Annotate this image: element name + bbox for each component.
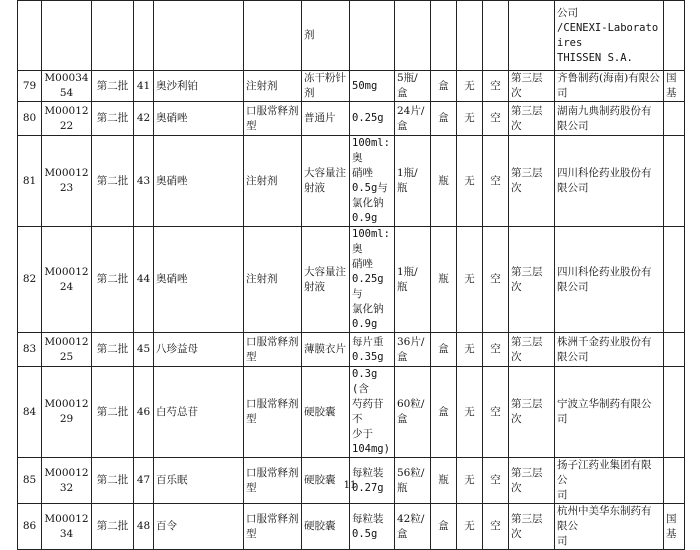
level-cell: 第三层次 xyxy=(509,458,555,504)
level-cell xyxy=(509,1,555,71)
note-cell xyxy=(664,136,685,227)
note-cell xyxy=(664,227,685,333)
drug-name-cell: 百令 xyxy=(154,504,244,550)
specification-type-cell: 硬胶囊 xyxy=(302,504,350,550)
drug-code-cell: M0001225 xyxy=(42,333,92,367)
package-cell: 60粒/ 盒 xyxy=(395,367,431,458)
column-empty-cell: 空 xyxy=(483,367,509,458)
drug-code-cell: M0001234 xyxy=(42,504,92,550)
table-row xyxy=(18,333,685,367)
dosage-form-cell: 口服常释剂 型 xyxy=(244,102,302,136)
row-number-cell xyxy=(18,1,42,71)
sequence-number-cell: 48 xyxy=(134,504,154,550)
package-cell: 56粒/ 瓶 xyxy=(395,458,431,504)
row-number-cell: 85 xyxy=(18,458,42,504)
package-cell: 24片/ 盒 xyxy=(395,102,431,136)
row-number-cell: 80 xyxy=(18,102,42,136)
column-empty-cell: 空 xyxy=(483,102,509,136)
drug-code-cell: M0001232 xyxy=(42,458,92,504)
unit-cell: 瓶 xyxy=(431,458,457,504)
drug-name-cell xyxy=(154,1,244,71)
note-cell: 国基 xyxy=(664,504,685,550)
package-cell: 1瓶/瓶 xyxy=(395,227,431,333)
column-empty-cell: 空 xyxy=(483,227,509,333)
table-row xyxy=(18,71,685,102)
package-cell: 36片/ 盒 xyxy=(395,333,431,367)
column-none-cell: 无 xyxy=(457,367,483,458)
column-none-cell xyxy=(457,1,483,71)
row-number-cell: 81 xyxy=(18,136,42,227)
company-cell: 株洲千金药业股份有限公司 xyxy=(555,333,664,367)
note-cell xyxy=(664,367,685,458)
sequence-number-cell: 42 xyxy=(134,102,154,136)
unit-cell: 瓶 xyxy=(431,136,457,227)
row-number-cell: 79 xyxy=(18,71,42,102)
column-empty-cell: 空 xyxy=(483,136,509,227)
unit-cell: 瓶 xyxy=(431,227,457,333)
specification-type-cell: 硬胶囊 xyxy=(302,458,350,504)
level-cell: 第三层次 xyxy=(509,227,555,333)
dosage-form-cell: 口服常释剂 型 xyxy=(244,333,302,367)
batch-cell: 第二批 xyxy=(92,458,134,504)
drug-code-cell: M0001229 xyxy=(42,367,92,458)
drug-name-cell: 奥沙利铂 xyxy=(154,71,244,102)
sequence-number-cell: 46 xyxy=(134,367,154,458)
unit-cell xyxy=(431,1,457,71)
column-empty-cell: 空 xyxy=(483,333,509,367)
page-number: 11 xyxy=(343,480,357,491)
column-none-cell: 无 xyxy=(457,458,483,504)
column-none-cell: 无 xyxy=(457,102,483,136)
sequence-number-cell: 43 xyxy=(134,136,154,227)
company-cell: 公司 /CENEXI-Laboratoires THISSEN S.A. xyxy=(555,1,664,71)
package-cell: 42粒/ 盒 xyxy=(395,504,431,550)
specification-cell: 50mg xyxy=(350,71,395,102)
drug-code-cell: M0001224 xyxy=(42,227,92,333)
specification-cell: 0.25g xyxy=(350,102,395,136)
level-cell: 第三层次 xyxy=(509,71,555,102)
table-row xyxy=(18,367,685,458)
column-empty-cell: 空 xyxy=(483,71,509,102)
table-row xyxy=(18,136,685,227)
note-cell xyxy=(664,333,685,367)
package-cell xyxy=(395,1,431,71)
sequence-number-cell: 44 xyxy=(134,227,154,333)
drug-name-cell: 奥硝唑 xyxy=(154,227,244,333)
drug-list-table xyxy=(17,0,685,550)
specification-type-cell: 剂 xyxy=(302,1,350,71)
row-number-cell: 86 xyxy=(18,504,42,550)
table-row xyxy=(18,227,685,333)
package-cell: 5瓶/盒 xyxy=(395,71,431,102)
drug-name-cell: 百乐眠 xyxy=(154,458,244,504)
table-row xyxy=(18,102,685,136)
level-cell: 第三层次 xyxy=(509,136,555,227)
level-cell: 第三层次 xyxy=(509,367,555,458)
note-cell: 国基 xyxy=(664,71,685,102)
table-row xyxy=(18,504,685,550)
unit-cell: 盒 xyxy=(431,71,457,102)
dosage-form-cell: 口服常释剂 型 xyxy=(244,367,302,458)
column-empty-cell: 空 xyxy=(483,504,509,550)
company-cell: 宁波立华制药有限公司 xyxy=(555,367,664,458)
batch-cell: 第二批 xyxy=(92,227,134,333)
batch-cell: 第二批 xyxy=(92,333,134,367)
drug-code-cell: M0003454 xyxy=(42,71,92,102)
specification-cell: 每粒装 0.5g xyxy=(350,504,395,550)
unit-cell: 盒 xyxy=(431,333,457,367)
column-none-cell: 无 xyxy=(457,504,483,550)
company-cell: 四川科伦药业股份有限公司 xyxy=(555,136,664,227)
specification-cell: 0.3g(含 芍药苷不 少于 104mg) xyxy=(350,367,395,458)
level-cell: 第三层次 xyxy=(509,333,555,367)
column-none-cell: 无 xyxy=(457,227,483,333)
batch-cell: 第二批 xyxy=(92,367,134,458)
specification-cell: 每粒装 0.27g xyxy=(350,458,395,504)
unit-cell: 盒 xyxy=(431,504,457,550)
company-cell: 四川科伦药业股份有限公司 xyxy=(555,227,664,333)
batch-cell: 第二批 xyxy=(92,102,134,136)
specification-type-cell: 普通片 xyxy=(302,102,350,136)
column-none-cell: 无 xyxy=(457,333,483,367)
sequence-number-cell: 47 xyxy=(134,458,154,504)
column-none-cell: 无 xyxy=(457,136,483,227)
batch-cell: 第二批 xyxy=(92,71,134,102)
specification-type-cell: 冻干粉针 剂 xyxy=(302,71,350,102)
specification-type-cell: 大容量注 射液 xyxy=(302,227,350,333)
specification-type-cell: 硬胶囊 xyxy=(302,367,350,458)
dosage-form-cell: 口服常释剂 型 xyxy=(244,458,302,504)
table-row xyxy=(18,1,685,71)
unit-cell: 盒 xyxy=(431,102,457,136)
sequence-number-cell xyxy=(134,1,154,71)
dosage-form-cell: 注射剂 xyxy=(244,71,302,102)
sequence-number-cell: 41 xyxy=(134,71,154,102)
level-cell: 第三层次 xyxy=(509,102,555,136)
row-number-cell: 84 xyxy=(18,367,42,458)
column-empty-cell xyxy=(483,1,509,71)
batch-cell: 第二批 xyxy=(92,136,134,227)
dosage-form-cell: 注射剂 xyxy=(244,136,302,227)
note-cell xyxy=(664,102,685,136)
dosage-form-cell xyxy=(244,1,302,71)
level-cell: 第三层次 xyxy=(509,504,555,550)
batch-cell xyxy=(92,1,134,71)
package-cell: 1瓶/瓶 xyxy=(395,136,431,227)
sequence-number-cell: 45 xyxy=(134,333,154,367)
company-cell: 扬子江药业集团有限公 司 xyxy=(555,458,664,504)
row-number-cell: 83 xyxy=(18,333,42,367)
drug-name-cell: 奥硝唑 xyxy=(154,136,244,227)
drug-code-cell xyxy=(42,1,92,71)
specification-cell: 每片重 0.35g xyxy=(350,333,395,367)
note-cell xyxy=(664,1,685,71)
specification-type-cell: 薄膜衣片 xyxy=(302,333,350,367)
specification-cell: 100ml:奥 硝唑 0.25g与 氯化钠 0.9g xyxy=(350,227,395,333)
specification-type-cell: 大容量注 射液 xyxy=(302,136,350,227)
company-cell: 齐鲁制药(海南)有限公司 xyxy=(555,71,664,102)
drug-name-cell: 白芍总苷 xyxy=(154,367,244,458)
drug-name-cell: 八珍益母 xyxy=(154,333,244,367)
company-cell: 杭州中美华东制药有限公 司 xyxy=(555,504,664,550)
batch-cell: 第二批 xyxy=(92,504,134,550)
dosage-form-cell: 注射剂 xyxy=(244,227,302,333)
company-cell: 湖南九典制药股份有限公司 xyxy=(555,102,664,136)
drug-code-cell: M0001223 xyxy=(42,136,92,227)
drug-code-cell: M0001222 xyxy=(42,102,92,136)
column-none-cell: 无 xyxy=(457,71,483,102)
drug-name-cell: 奥硝唑 xyxy=(154,102,244,136)
column-empty-cell: 空 xyxy=(483,458,509,504)
dosage-form-cell: 口服常释剂 型 xyxy=(244,504,302,550)
specification-cell: 100ml:奥 硝唑 0.5g与 氯化钠 0.9g xyxy=(350,136,395,227)
specification-cell xyxy=(350,1,395,71)
unit-cell: 盒 xyxy=(431,367,457,458)
row-number-cell: 82 xyxy=(18,227,42,333)
